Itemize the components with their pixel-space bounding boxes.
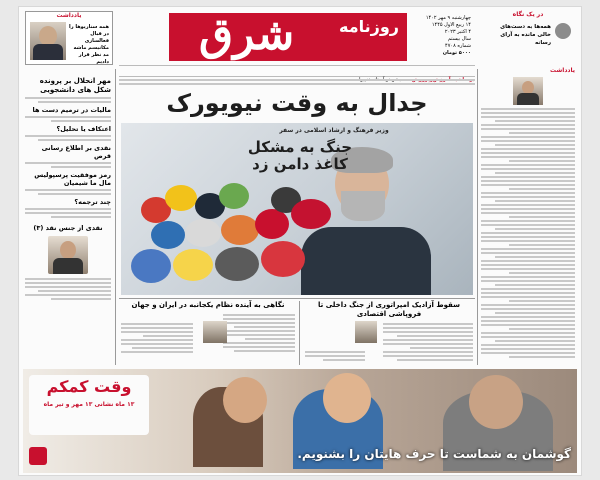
date-line: ۱۴ ربیع الاول ۱۴۴۵ — [431, 22, 471, 28]
right-column — [481, 67, 575, 360]
promo-line: همه‌ها به دست‌های — [500, 24, 551, 30]
masthead-logo[interactable] — [169, 9, 407, 61]
microphone-icon — [219, 183, 249, 209]
promo-photo — [30, 22, 66, 60]
left-item[interactable] — [25, 106, 111, 122]
microphone-icon — [215, 247, 259, 281]
ad-sub: ۱۳ ماه نشانی ۱۳ مهر و تیر ماه — [43, 401, 135, 408]
microphone-icon — [255, 209, 289, 239]
date-line: ۴ اکتبر ۲۰۲۳ — [444, 29, 471, 35]
right-label: یادداشت — [550, 67, 575, 74]
left-item-title: مهر انحلال بر پرونده شکل های دانشجویی — [39, 77, 111, 94]
logo-text: شرق — [199, 9, 295, 60]
date-line: چهارشنبه ۹ مهر ۱۴۰۲ — [425, 15, 471, 21]
ad-figure — [469, 375, 523, 429]
microphone-icon — [151, 221, 185, 249]
promo-line: خالی مانده به آرای رسانه — [500, 32, 551, 46]
ad-corner-badge — [29, 447, 47, 465]
left-bottom-title[interactable]: نقدی از جنس نقد (۳) — [33, 224, 103, 232]
ad-figure — [323, 373, 371, 423]
left-item[interactable] — [25, 171, 111, 195]
promo-label: در یک نگاه — [512, 11, 544, 18]
bottom-article[interactable] — [305, 301, 473, 363]
microphone-icon — [165, 185, 197, 211]
promo-line: همه سناریوها را در قبال — [69, 24, 109, 37]
left-item[interactable] — [25, 198, 111, 218]
left-item[interactable] — [25, 77, 111, 103]
microphone-icon — [221, 215, 259, 245]
ticker-text-lines — [119, 77, 475, 87]
microphone-icon — [173, 249, 213, 281]
top-right-promo[interactable] — [481, 11, 575, 63]
column-divider — [299, 301, 300, 365]
article-title: نگاهی به آینده نظام یکجانبه در ایران و جهان — [131, 301, 285, 309]
bottom-article[interactable] — [121, 301, 295, 354]
author-photo — [48, 236, 88, 274]
left-item-title: نقدی بر اطلاع رسانی قرص — [41, 144, 111, 160]
author-photo — [203, 321, 227, 343]
left-column — [25, 77, 111, 302]
date-line: شماره ۴۷۰۸ — [445, 43, 471, 49]
top-left-promo[interactable] — [25, 11, 113, 65]
author-photo — [355, 321, 377, 343]
left-item-title: اعتکاف یا تحلیل؟ — [56, 125, 111, 133]
promo-line: مد نظر قرار دادیم — [78, 52, 109, 65]
microphone-icon — [291, 199, 331, 229]
microphone-icon — [261, 241, 305, 277]
promo-label: یادداشت — [56, 12, 82, 19]
date-block — [411, 15, 471, 57]
section-divider — [119, 298, 475, 299]
left-item-title: مالیات در ترمیم دست ها — [32, 106, 111, 114]
author-photo — [513, 77, 543, 105]
price: ۵۰۰۰ تومان — [442, 50, 471, 56]
ad-banner[interactable] — [23, 369, 577, 473]
left-item-title: چند ترجمه؟ — [74, 198, 111, 206]
article-title: سقوط آزادیک امپراتوری از جنگ داخلی تا فروپاشی اقتصادی — [318, 301, 460, 318]
ad-slogan: گوشمان به شماست تا حرف هایتان را بشنویم. — [297, 447, 571, 461]
logo-sub: روزنامه — [339, 17, 399, 36]
column-divider — [115, 69, 116, 365]
microphone-icon — [185, 219, 221, 247]
column-divider — [477, 69, 478, 365]
main-headline[interactable]: جدال به وقت نیویورک — [166, 89, 428, 117]
kicker: وزیر فرهنگ و ارشاد اسلامی در سفر — [279, 127, 389, 134]
promo-icon — [555, 23, 571, 39]
sub-headline[interactable]: جنگ به مشکل کاغذ دامن زد — [247, 138, 353, 173]
date-line: سال بیستم — [447, 36, 471, 42]
left-item[interactable] — [25, 144, 111, 168]
left-item[interactable] — [25, 125, 111, 141]
newspaper-page — [18, 6, 582, 476]
promo-line: فعالسازی مکانیسم ماشه — [73, 38, 109, 51]
left-item-title: رمز موفقیت پرسپولیس مال ما شیمیان — [34, 171, 111, 187]
ad-title: وقت کمکم — [46, 377, 132, 396]
ticker-bar[interactable] — [119, 65, 475, 77]
ad-figure — [223, 377, 267, 423]
microphone-icon — [131, 249, 171, 283]
